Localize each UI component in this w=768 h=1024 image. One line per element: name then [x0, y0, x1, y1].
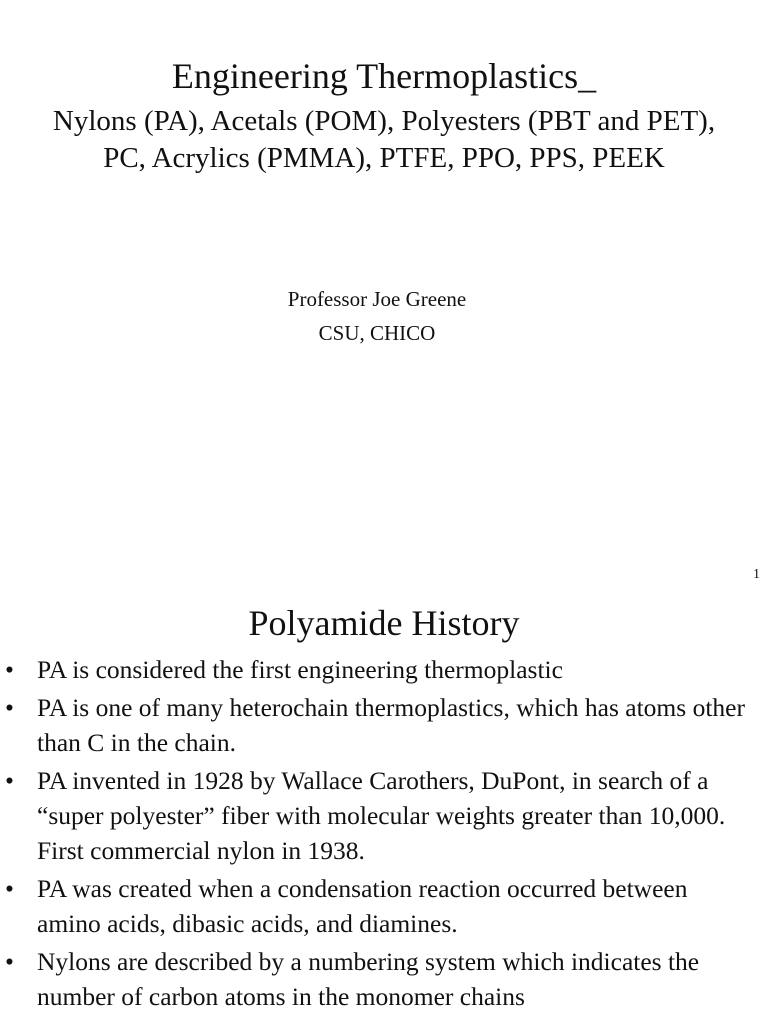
bullet-icon: •: [5, 874, 14, 903]
slide-title: Polyamide History: [248, 603, 520, 643]
bullet-item: [0, 871, 768, 941]
bullet-text: PA is considered the first engineering thermoplastic: [37, 655, 563, 684]
bullet-item: [0, 690, 768, 760]
bullet-item: [0, 944, 768, 1014]
bullet-icon: •: [5, 766, 14, 795]
content-slide: [0, 590, 768, 1024]
bullet-text: Nylons are described by a numbering system which indicates the number of carbon atoms in the monomer chains: [37, 947, 700, 1011]
bullet-icon: •: [5, 947, 14, 976]
slide-title: Engineering Thermoplastics_: [171, 56, 597, 96]
bullet-item: [0, 763, 768, 868]
page-number: 1: [753, 567, 760, 582]
bullet-text: PA is one of many heterochain thermoplastics, which has atoms other than C in the chain.: [37, 693, 745, 757]
bullet-icon: •: [5, 655, 14, 684]
bullet-item: [0, 652, 768, 687]
bullet-text: PA invented in 1928 by Wallace Carothers, DuPont, in search of a “super polyester” fiber with molecular weights greater than 10,000. First commercial nylon in 1938.: [37, 766, 726, 865]
bullet-text: PA was created when a condensation reaction occurred between amino acids, dibasic acids, and diamines.: [37, 874, 688, 938]
author-affiliation: CSU, CHICO: [318, 321, 436, 345]
bullet-list: [0, 652, 768, 1017]
author-name: Professor Joe Greene: [287, 287, 467, 311]
subtitle-line: PC, Acrylics (PMMA), PTFE, PPO, PPS, PEEK: [103, 142, 665, 174]
bullet-icon: •: [5, 693, 14, 722]
subtitle-line: Nylons (PA), Acetals (POM), Polyesters (PBT and PET),: [52, 105, 716, 137]
